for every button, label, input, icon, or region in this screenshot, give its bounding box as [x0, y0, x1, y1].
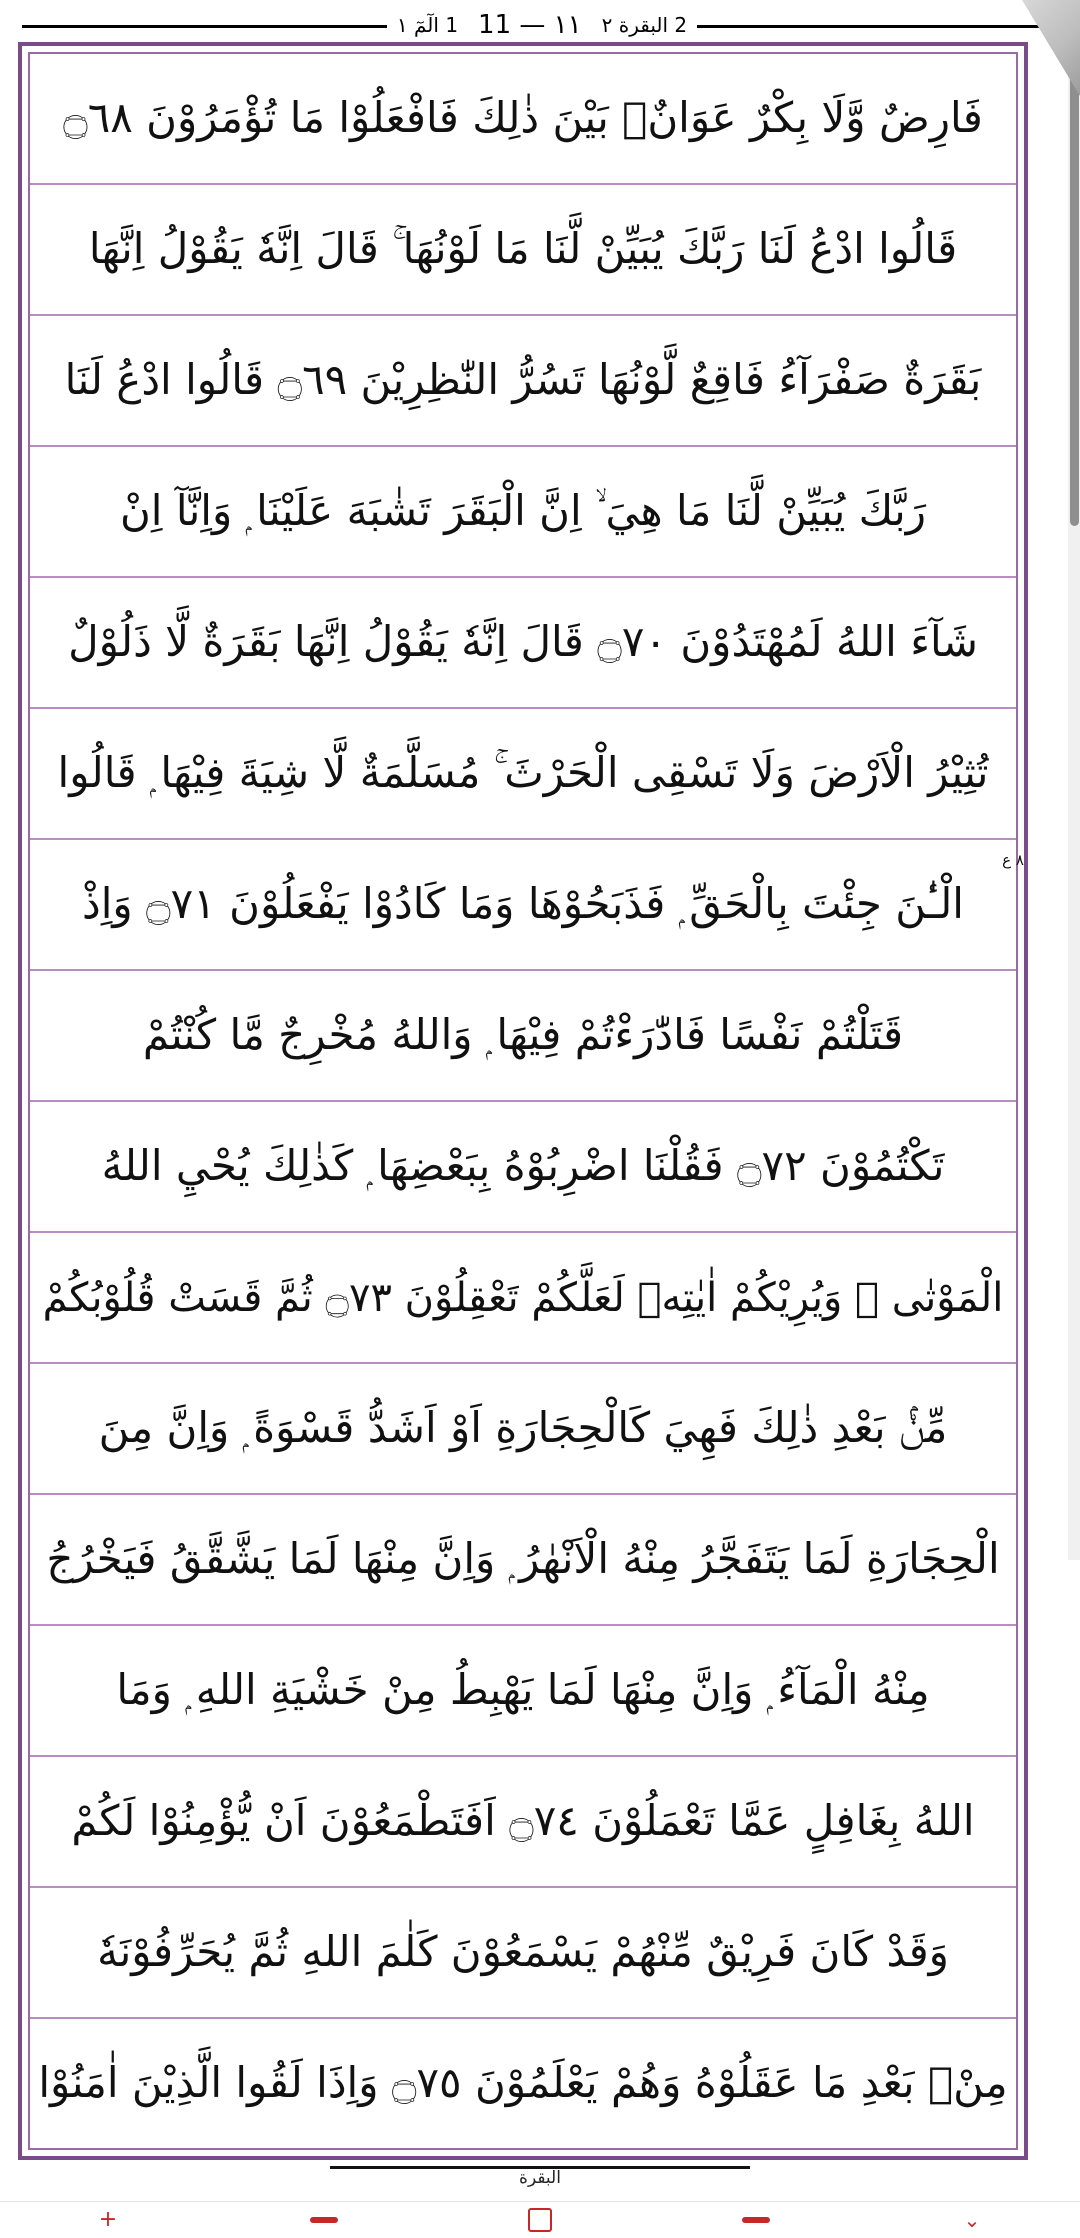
- ayah-text: فَارِضٌ وَّلَا بِكْرٌ عَوَانٌۢ بَيْنَ ذٰلِكَ فَافْعَلُوْا مَا تُؤْمَرُوْنَ ۝٦٨: [63, 93, 983, 143]
- ayah-text: رَبَّكَ يُبَيِّنْ لَّنَا مَا هِيَ ۙ اِنَّ الْبَقَرَ تَشٰبَهَ عَلَيْنَا ۭ وَاِنَّآ اِنْ: [119, 486, 927, 536]
- ayah-line[interactable]: [30, 578, 1016, 709]
- bottom-toolbar: [0, 2201, 1080, 2238]
- ayah-line[interactable]: [30, 1888, 1016, 2019]
- bookmark-icon: [310, 2217, 338, 2223]
- ayah-line[interactable]: [30, 1757, 1016, 1888]
- ayah-text: اللهُ بِغَافِلٍ عَمَّا تَعْمَلُوْنَ ۝٧٤ اَفَتَطْمَعُوْنَ اَنْ يُّؤْمِنُوْا لَكُمْ: [71, 1796, 975, 1846]
- ayah-line[interactable]: [30, 840, 1016, 971]
- ayah-text: قَتَلْتُمْ نَفْسًا فَادّٰرَءْتُمْ فِيْهَا ۭ وَاللهُ مُخْرِجٌ مَّا كُنْتُمْ: [142, 1010, 904, 1060]
- page-number-center: [468, 12, 592, 38]
- ayah-line[interactable]: [30, 1495, 1016, 1626]
- ayah-line[interactable]: [30, 54, 1016, 185]
- ayah-text: الْـٰٔنَ جِئْتَ بِالْحَقِّ ۭ فَذَبَحُوْهَا وَمَا كَادُوْا يَفْعَلُوْنَ ۝٧١ وَاِذْ: [82, 879, 964, 929]
- ayah-line[interactable]: [30, 709, 1016, 840]
- plus-icon: +: [98, 2207, 118, 2232]
- ayah-line[interactable]: [30, 1233, 1016, 1364]
- ayah-text: شَآءَ اللهُ لَمُهْتَدُوْنَ ۝٧٠ قَالَ اِنَّهٗ يَقُوْلُ اِنَّهَا بَقَرَةٌ لَّا ذَلُوْلٌ: [68, 617, 978, 667]
- ayah-text: قَالُوا ادْعُ لَنَا رَبَّكَ يُبَيِّنْ لَّنَا مَا لَوْنُهَا ۚ قَالَ اِنَّهٗ يَقُوْلُ اِنَّهَا: [88, 224, 958, 274]
- ayah-line[interactable]: [30, 316, 1016, 447]
- expand-button[interactable]: [945, 2207, 999, 2233]
- ayah-line[interactable]: [30, 1364, 1016, 1495]
- menu-button[interactable]: [729, 2207, 783, 2233]
- ayah-text: مِنْهُ الْمَآءُ ۭ وَاِنَّ مِنْهَا لَمَا يَهْبِطُ مِنْ خَشْيَةِ اللهِ ۭ وَمَا: [116, 1665, 930, 1715]
- juz-label-left: 1 الٓمٓ ١: [387, 15, 468, 35]
- menu-icon: [742, 2217, 770, 2223]
- bookmark-button[interactable]: [297, 2207, 351, 2233]
- header-dash-right: —: [519, 10, 546, 40]
- ayah-text: تَكْتُمُوْنَ ۝٧٢ فَقُلْنَا اضْرِبُوْهُ بِبَعْضِهَا ۭ كَذٰلِكَ يُحْيِ اللهُ: [101, 1141, 945, 1191]
- bottom-surah-caption: البقرة: [519, 2168, 561, 2188]
- page-number-latin: 11: [478, 10, 512, 40]
- ayah-line[interactable]: [30, 1102, 1016, 1233]
- ruku-marker: ٨ ع: [1002, 851, 1024, 869]
- ayah-text: مِنْۢ بَعْدِ مَا عَقَلُوْهُ وَهُمْ يَعْلَمُوْنَ ۝٧٥ وَاِذَا لَقُوا الَّذِيْنَ اٰمَنُوْا: [38, 2058, 1008, 2108]
- ayah-line[interactable]: [30, 971, 1016, 1102]
- ayah-text: مِّنْۢ بَعْدِ ذٰلِكَ فَهِيَ كَالْحِجَارَةِ اَوْ اَشَدُّ قَسْوَةً ۭ وَاِنَّ مِنَ: [98, 1403, 948, 1453]
- chevron-down-icon: ⌄: [963, 2208, 981, 2232]
- surah-label-right: 2 البقرة ٢: [592, 15, 698, 35]
- page-number-arabic: ١١: [553, 10, 582, 40]
- ayah-text: الْحِجَارَةِ لَمَا يَتَفَجَّرُ مِنْهُ الْاَنْهٰرُ ۭ وَاِنَّ مِنْهَا لَمَا يَشَّقَّقُ فَيَخْرُجُ: [46, 1534, 1000, 1584]
- ayah-line[interactable]: [30, 2019, 1016, 2148]
- text-frame: [18, 42, 1028, 2160]
- ayah-line[interactable]: [30, 447, 1016, 578]
- ayah-text: تُثِيْرُ الْاَرْضَ وَلَا تَسْقِى الْحَرْثَ ۚ مُسَلَّمَةٌ لَّا شِيَةَ فِيْهَا ۭ قَالُوا: [57, 748, 989, 798]
- ayah-line[interactable]: [30, 185, 1016, 316]
- ayah-line[interactable]: [30, 1626, 1016, 1757]
- ayah-text: وَقَدْ كَانَ فَرِيْقٌ مِّنْهُمْ يَسْمَعُوْنَ كَلٰمَ اللهِ ثُمَّ يُحَرِّفُوْنَهٗ: [97, 1927, 949, 1977]
- page-header: [22, 8, 1058, 42]
- vertical-scrollbar[interactable]: [1068, 0, 1080, 1560]
- zoom-in-button[interactable]: [81, 2207, 135, 2233]
- ayah-text: بَقَرَةٌ صَفْرَآءُ فَاقِعٌ لَّوْنُهَا تَسُرُّ النّٰظِرِيْنَ ۝٦٩ قَالُوا ادْعُ لَنَا: [64, 355, 982, 405]
- page-mode-button[interactable]: [513, 2207, 567, 2233]
- page-mode-icon: [528, 2208, 552, 2232]
- ayah-text: الْمَوْتٰى ۙ وَيُرِيْكُمْ اٰيٰتِهٖ لَعَلَّكُمْ تَعْقِلُوْنَ ۝٧٣ ثُمَّ قَسَتْ قُلُوْبُكُمْ: [42, 1274, 1004, 1321]
- ayah-lines-container: [28, 52, 1018, 2150]
